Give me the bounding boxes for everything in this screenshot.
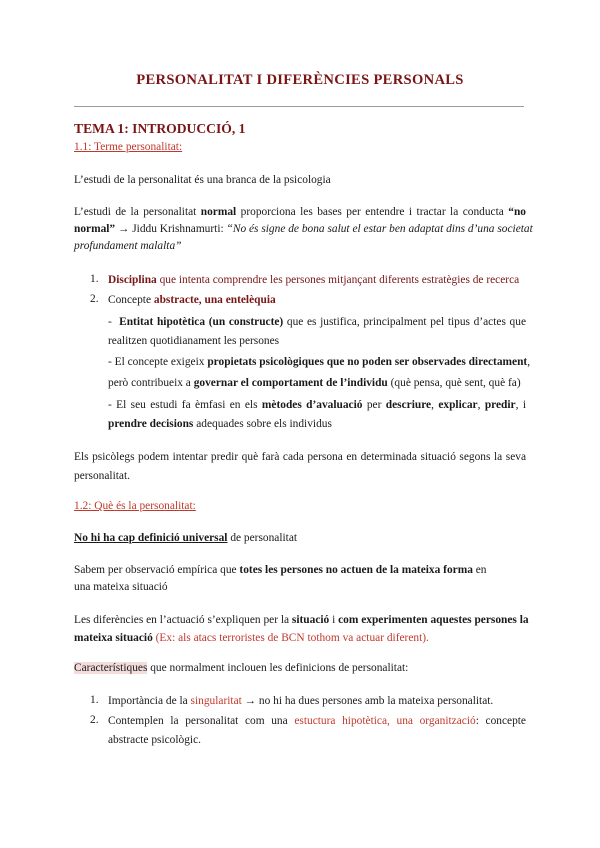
- paragraph-3-line-2: personalitat.: [74, 470, 130, 482]
- paragraph-observacio-line-1: Sabem per observació empírica que totes les persones no actuen de la mateixa forma en: [74, 564, 487, 576]
- sub-item-exigeix-line-1: - El concepte exigeix propietats psicològiques que no poden ser observades directament,: [108, 356, 531, 368]
- list-number: 2.: [90, 714, 99, 726]
- paragraph-3-line-1: Els psicòlegs podem intentar predir què farà cada persona en determinada situació segons la seva: [74, 451, 526, 463]
- list-item-singularitat: Importància de la singularitat → no hi ha dues persones amb la mateixa personalitat.: [108, 695, 494, 707]
- sub-item-exigeix-line-2: però contribueix a governar el comportament de l’individu (què pensa, què sent, què fa): [108, 377, 521, 389]
- list-item-disciplina: Disciplina que intenta comprendre les persones mitjançant diferents estratègies de recerca: [108, 274, 520, 286]
- section-1-1-heading: 1.1: Terme personalitat:: [74, 141, 183, 153]
- paragraph-2-line-3: profundament malalta”: [74, 240, 182, 252]
- paragraph-no-definicio: No hi ha cap definició universal de personalitat: [74, 532, 298, 544]
- section-1-2-heading: 1.2: Què és la personalitat:: [74, 500, 196, 512]
- list-number: 1.: [90, 694, 99, 706]
- paragraph-2-line-2: normal” → Jiddu Krishnamurti: “No és signe de bona salut el estar ben adaptat dins d’una societat: [74, 223, 533, 235]
- list-item-estructura-line-1: Contemplen la personalitat com una estuctura hipotètica, una organització: concepte: [108, 715, 526, 727]
- sub-item-estudi-line-1: - El seu estudi fa èmfasi en els mètodes d’avaluació per descriure, explicar, predir, i: [108, 399, 526, 411]
- title-divider: [74, 106, 524, 107]
- sub-item-entitat-line-2: realitzen quotidianament les persones: [108, 335, 280, 347]
- paragraph-1: L’estudi de la personalitat és una branca de la psicologia: [74, 174, 331, 186]
- paragraph-2-line-1: L’estudi de la personalitat normal proporciona les bases per entendre i tractar la conducta “no: [74, 206, 526, 218]
- list-number: 1.: [90, 273, 99, 285]
- document-title: PERSONALITAT I DIFERÈNCIES PERSONALS: [136, 72, 464, 88]
- paragraph-diferencies-line-2: mateixa situació (Ex: als atacs terroristes de BCN tothom va actuar diferent).: [74, 632, 429, 644]
- sub-item-entitat-line-1: - Entitat hipotètica (un constructe) que es justifica, principalment pel tipus d’actes que: [108, 316, 526, 328]
- list-item-estructura-line-2: abstracte psicològic.: [108, 734, 201, 746]
- tema-heading: TEMA 1: INTRODUCCIÓ, 1: [74, 121, 246, 136]
- list-number: 2.: [90, 293, 99, 305]
- paragraph-caracteristiques: Característiques que normalment inclouen les definicions de personalitat:: [74, 662, 409, 674]
- list-item-concepte: Concepte abstracte, una entelèquia: [108, 294, 276, 306]
- paragraph-diferencies-line-1: Les diferències en l’actuació s’expliquen per la situació i com experimenten aquestes persones la: [74, 614, 529, 626]
- paragraph-observacio-line-2: una mateixa situació: [74, 581, 168, 593]
- sub-item-estudi-line-2: prendre decisions adequades sobre els individus: [108, 418, 332, 430]
